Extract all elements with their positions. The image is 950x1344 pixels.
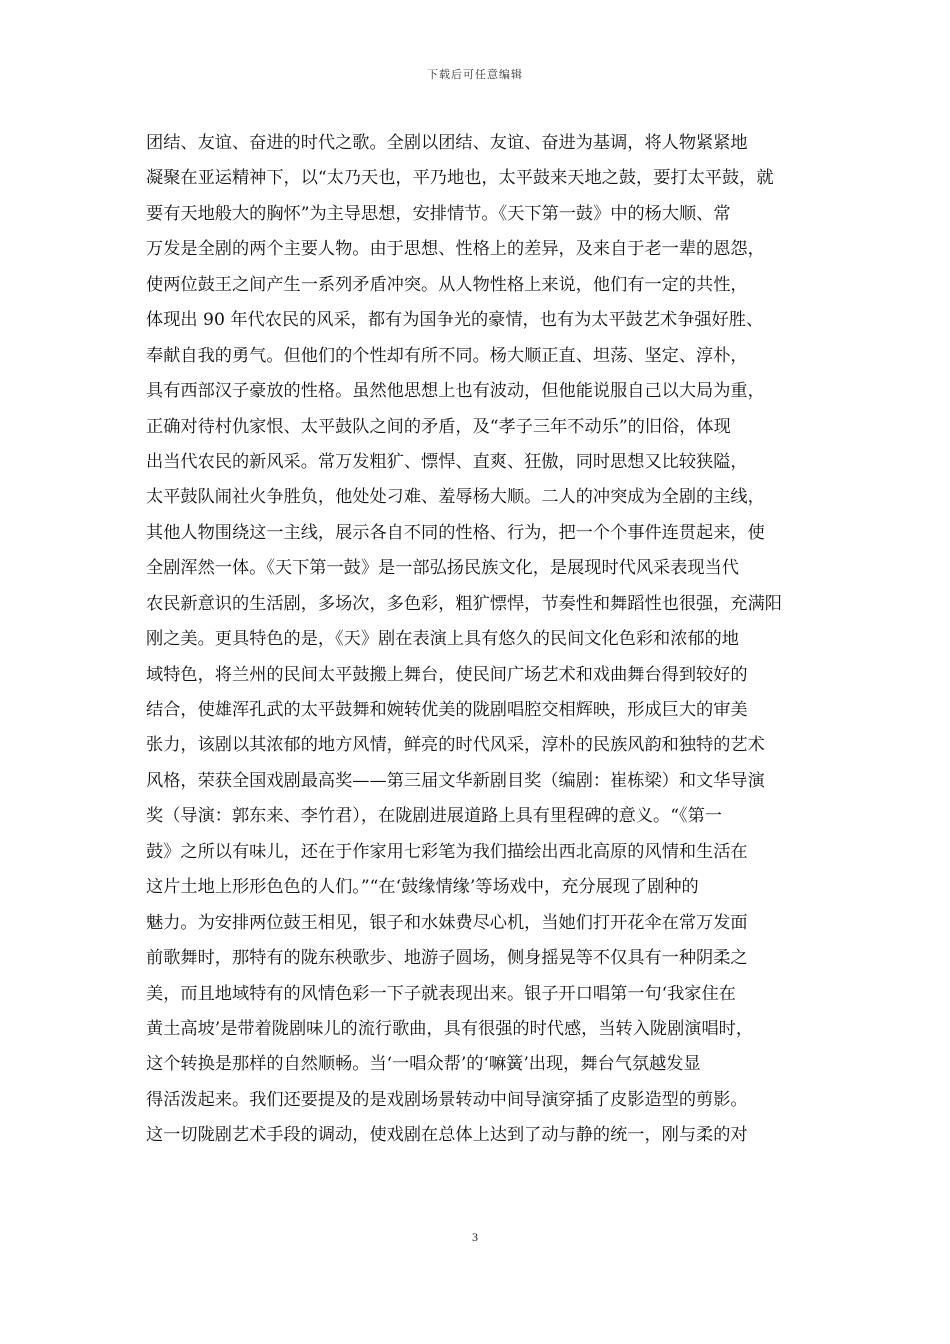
text-line: 凝聚在亚运精神下，以“太乃天也，平乃地也，太平鼓来天地之鼓，要打太平鼓，就 (146, 168, 774, 189)
text-line: 正确对待村仇家恨、太平鼓队之间的矛盾，及“孝子三年不动乐”的旧俗，体现 (146, 416, 731, 437)
text-line: 美，而且地域特有的风情色彩一下子就表现出来。银子开口唱第一句‘我家住在 (146, 983, 736, 1004)
text-line: 黄土高坡’是带着陇剧味儿的流行歌曲，具有很强的时代感，当转入陇剧演唱时， (146, 1018, 754, 1039)
text-line: 这一切陇剧艺术手段的调动，使戏剧在总体上达到了动与静的统一，刚与柔的对 (146, 1125, 748, 1146)
text-line: 得活泼起来。我们还要提及的是戏剧场景转动中间导演穿插了皮影造型的剪影。 (146, 1089, 748, 1110)
text-line: 奖（导演：郭东来、李竹君），在陇剧进展道路上具有里程碑的意义。“《第一 (146, 806, 722, 827)
text-line: 具有西部汉子豪放的性格。虽然他思想上也有波动，但他能说服自己以大局为重， (146, 381, 765, 402)
text-line: 出当代农民的新风采。常万发粗犷、慓悍、直爽、狂傲，同时思想又比较狭隘， (146, 451, 748, 472)
text-line: 其他人物围绕这一主线，展示各自不同的性格、行为，把一个个事件连贯起来，使 (146, 522, 765, 543)
text-line: 结合，使雄浑孔武的太平鼓舞和婉转优美的陇剧唱腔交相辉映，形成巨大的审美 (146, 700, 748, 720)
text-line: 前歌舞时，那特有的陇东秧歌步、地游子圆场，侧身摇晃等不仅具有一种阴柔之 (146, 948, 748, 969)
text-line: 张力，该剧以其浓郁的地方风情，鲜亮的时代风采，淳朴的民族风韵和独特的艺术 (146, 735, 765, 756)
text-line: 体现出 90 年代农民的风采，都有为国争光的豪情，也有为太平鼓艺术争强好胜、 (146, 310, 764, 331)
text-line: 奉献自我的勇气。但他们的个性却有所不同。杨大顺正直、坦荡、坚定、淳朴， (146, 345, 748, 366)
body-paragraph (146, 126, 806, 1154)
text-line: 太平鼓队闹社火争胜负，他处处刁难、羞辱杨大顺。二人的冲突成为全剧的主线， (146, 487, 765, 508)
text-line: 风格，荣获全国戏剧最高奖——第三届文华新剧目奖（编剧：崔栋梁）和文华导演 (146, 770, 765, 791)
text-line: 鼓》之所以有味儿，还在于作家用七彩笔为我们描绘出西北高原的风情和生活在 (146, 841, 748, 862)
text-line: 这个转换是那样的自然顺畅。当‘一唱众帮’的‘嘛簧’出现，舞台气氛越发显 (146, 1054, 701, 1075)
text-line: 魅力。为安排两位鼓王相见，银子和水妹费尽心机，当她们打开花伞在常万发面 (146, 912, 748, 933)
text-line: 要有天地般大的胸怀”为主导思想，安排情节。《天下第一鼓》中的杨大顺、常 (146, 203, 731, 224)
page-header-note: 下载后可任意编辑 (427, 68, 523, 81)
text-line: 这片土地上形形色色的人们。”“在‘鼓缘情缘’等场戏中，充分展现了剧种的 (146, 877, 699, 898)
text-line: 农民新意识的生活剧，多场次，多色彩，粗犷慓悍，节奏性和舞蹈性也很强，充满阳 (146, 593, 782, 614)
page-number: 3 (472, 1230, 478, 1244)
text-line: 使两位鼓王之间产生一系列矛盾冲突。从人物性格上来说，他们有一定的共性， (146, 274, 748, 295)
text-line: 团结、友谊、奋进的时代之歌。全剧以团结、友谊、奋进为基调，将人物紧紧地 (146, 133, 748, 153)
text-line: 全剧浑然一体。《天下第一鼓》是一部弘扬民族文化，是展现时代风采表现当代 (146, 558, 739, 579)
text-line: 刚之美。更具特色的是，《天》剧在表演上具有悠久的民间文化色彩和浓郁的地 (146, 629, 739, 650)
text-line: 域特色，将兰州的民间太平鼓搬上舞台，使民间广场艺术和戏曲舞台得到较好的 (146, 664, 748, 685)
text-line: 万发是全剧的两个主要人物。由于思想、性格上的差异，及来自于老一辈的恩怨， (146, 239, 765, 260)
